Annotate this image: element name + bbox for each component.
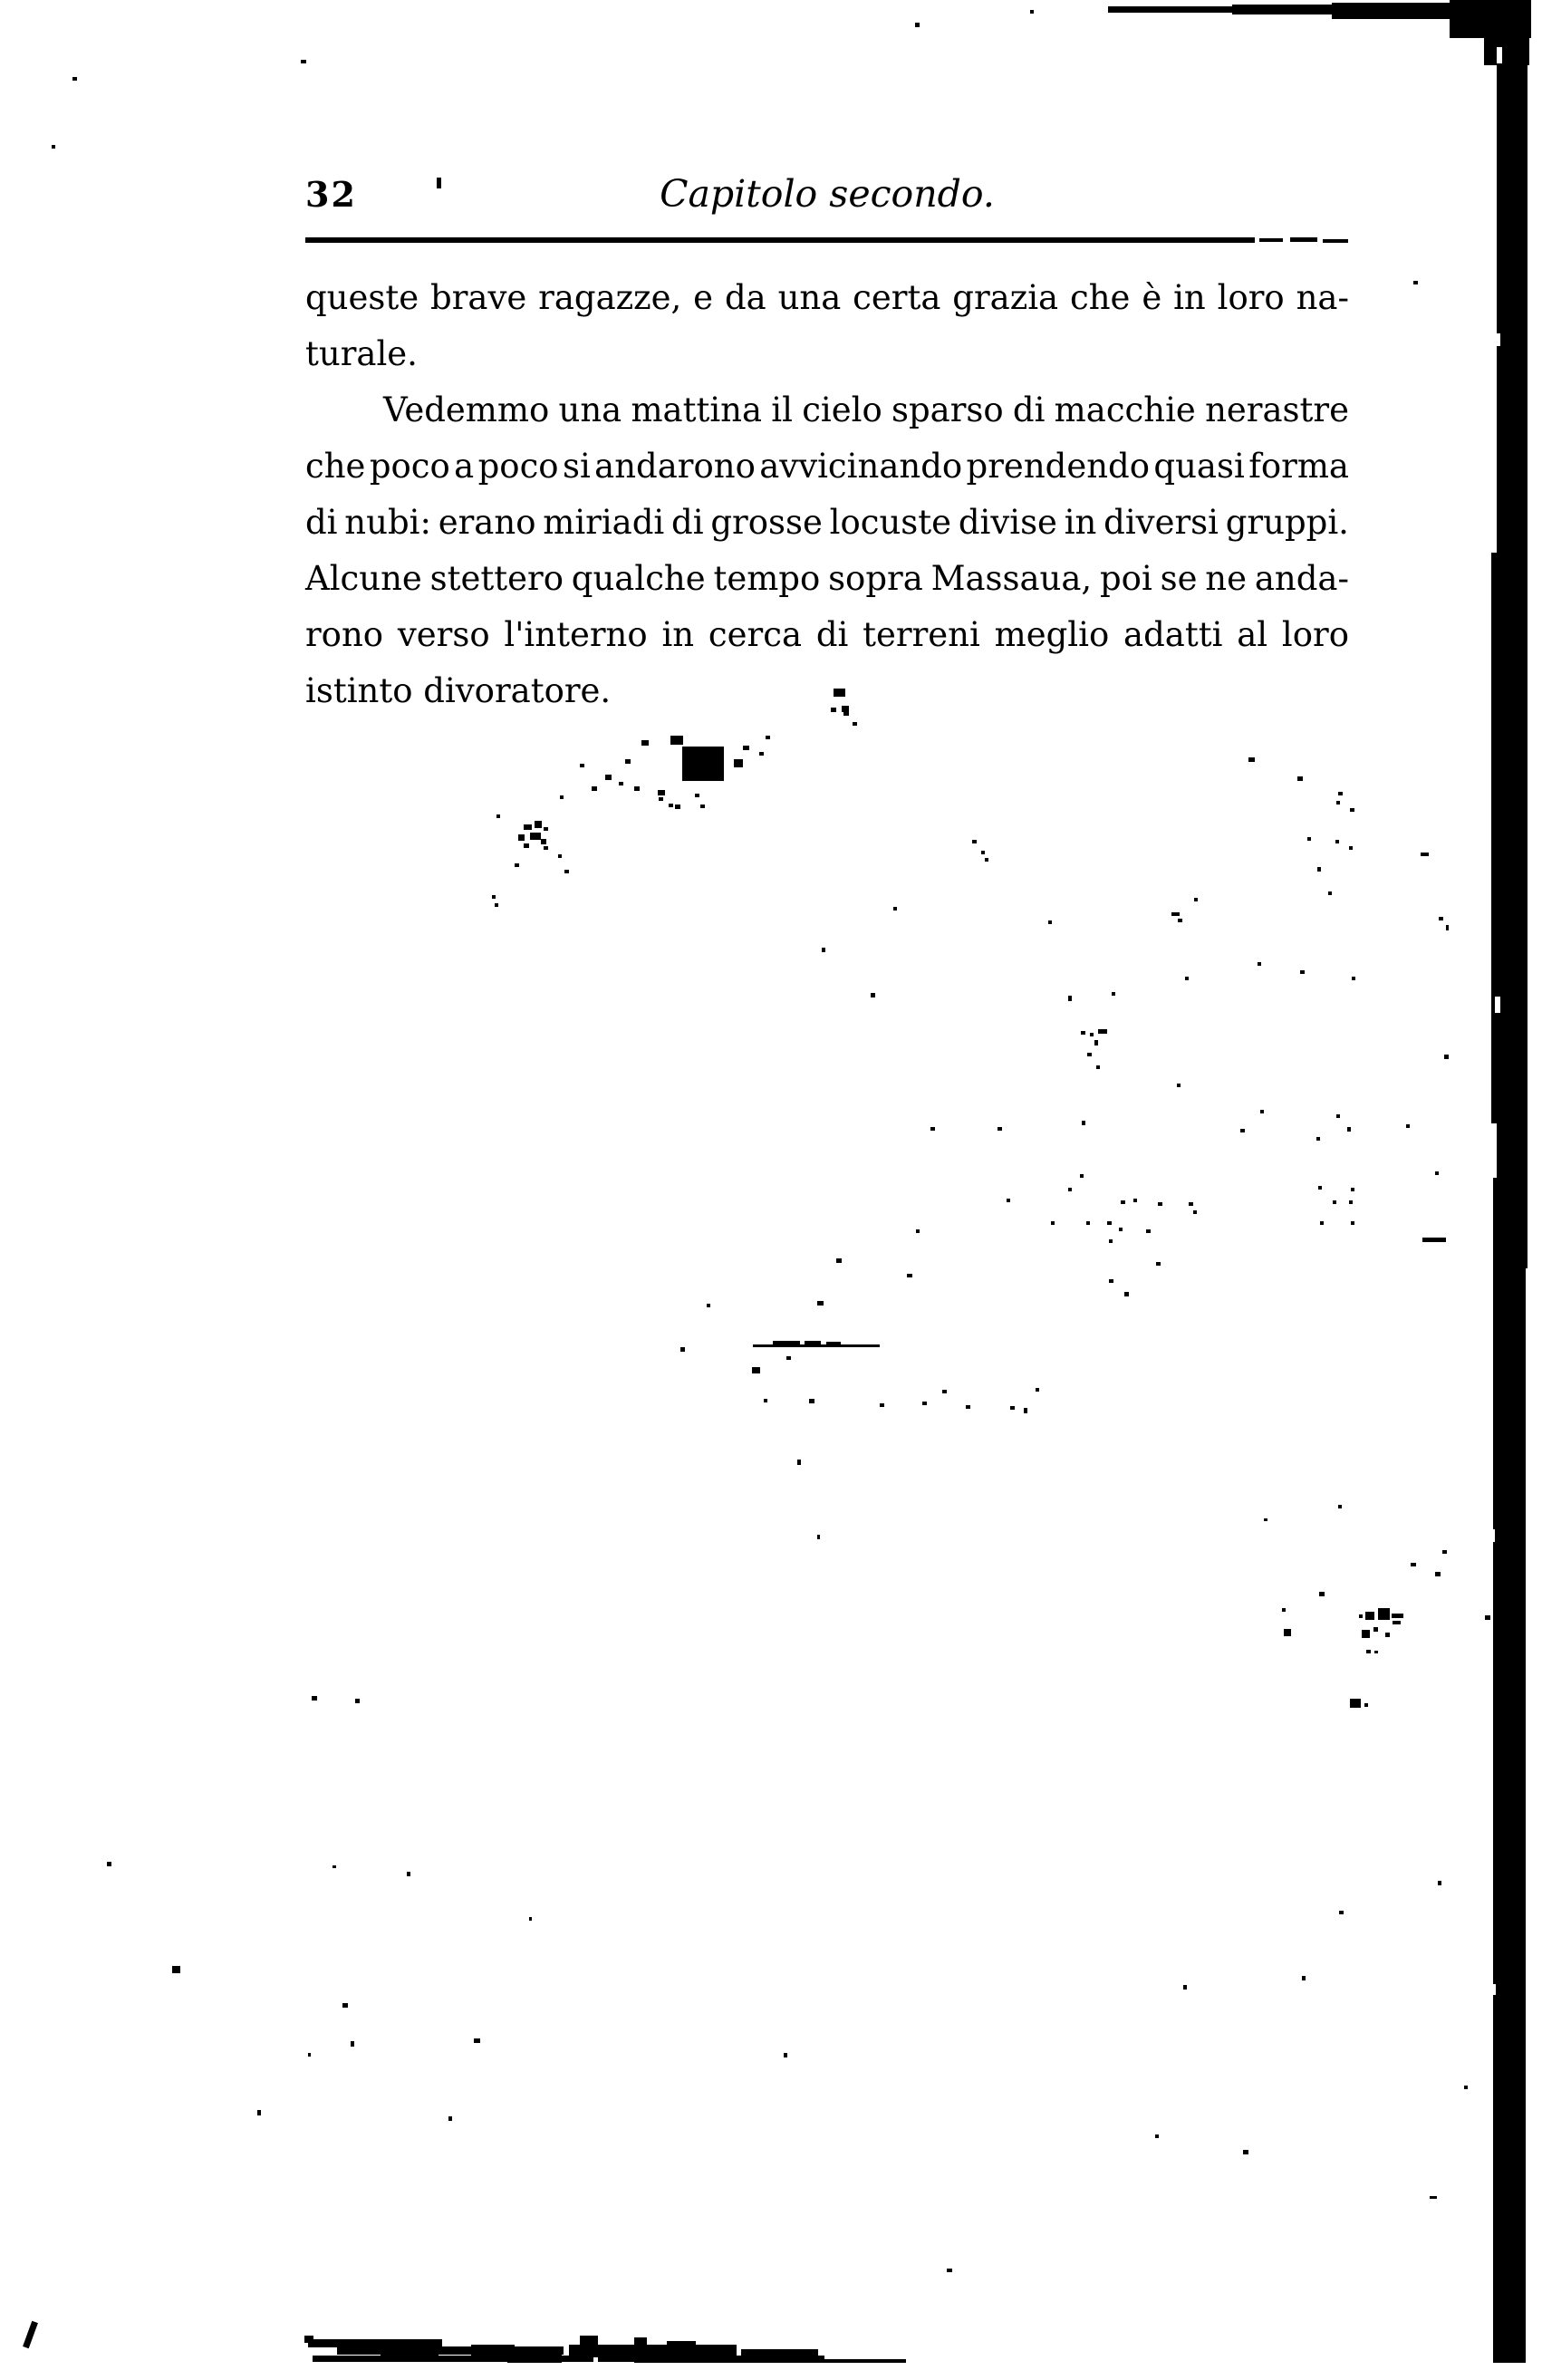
ink-speck <box>1435 1171 1439 1175</box>
word: miriadi <box>543 503 665 542</box>
slash-mark <box>23 2321 38 2349</box>
text-line <box>305 446 1349 491</box>
word: loro <box>1281 615 1349 654</box>
ink-speck <box>107 1862 111 1866</box>
word: forma <box>1248 447 1349 486</box>
ink-speck <box>695 794 699 797</box>
ink-speck <box>1316 1137 1320 1141</box>
word: si <box>562 447 591 486</box>
ink-speck <box>1349 1200 1353 1204</box>
text-line <box>383 390 1349 435</box>
ink-speck <box>1336 801 1340 805</box>
ink-speck <box>1333 1200 1336 1204</box>
word: poco <box>477 447 559 486</box>
ink-speck <box>1365 1612 1374 1620</box>
ink-speck <box>351 2041 354 2047</box>
ink-speck <box>981 851 985 854</box>
ink-speck <box>72 77 77 81</box>
ink-speck <box>1430 2196 1437 2199</box>
ink-speck <box>1119 1228 1123 1231</box>
ink-speck <box>1442 1550 1447 1554</box>
ink-speck <box>518 834 525 841</box>
word: queste <box>305 278 419 317</box>
word: sopra <box>828 559 923 598</box>
ink-speck <box>1373 1627 1378 1632</box>
bottom-ink-smear <box>667 2341 696 2356</box>
ink-speck <box>966 1405 970 1409</box>
edge-white-notch <box>1495 997 1500 1013</box>
word: e <box>693 278 714 317</box>
ink-speck <box>947 2269 952 2272</box>
ink-speck <box>1096 1065 1100 1069</box>
ink-speck <box>942 1390 947 1393</box>
ink-speck <box>1010 1406 1015 1410</box>
text-line <box>305 277 1349 323</box>
ink-speck <box>1328 891 1332 895</box>
ink-speck <box>1485 1615 1490 1620</box>
ink-speck <box>922 1402 927 1405</box>
ink-speck <box>1317 867 1321 872</box>
ink-speck <box>625 759 631 764</box>
ink-speck <box>544 846 548 850</box>
ink-speck <box>448 2116 452 2121</box>
scanner-edge-bar <box>1108 6 1244 13</box>
ink-speck <box>700 805 705 808</box>
ink-speck <box>257 2110 261 2115</box>
ink-speck <box>1080 1174 1084 1178</box>
ink-speck <box>916 1229 920 1233</box>
ink-speck <box>619 782 623 785</box>
ink-speck <box>641 740 649 746</box>
ink-speck <box>1359 1614 1363 1618</box>
bottom-ink-smear <box>507 2352 562 2363</box>
ink-speck <box>658 790 665 795</box>
ink-speck <box>634 786 640 791</box>
ink-speck <box>822 948 825 952</box>
ink-speck <box>1183 1985 1187 1990</box>
ink-speck <box>836 1258 842 1263</box>
ink-speck <box>1282 1608 1286 1612</box>
ink-speck <box>524 824 532 830</box>
ink-speck <box>1090 1033 1094 1036</box>
ink-speck <box>1068 1188 1072 1191</box>
ink-speck <box>342 2003 348 2008</box>
running-header: Capitolo secondo. <box>660 172 995 216</box>
bottom-ink-smear <box>381 2341 439 2357</box>
word: di <box>815 615 849 654</box>
ink-speck <box>1338 1505 1342 1508</box>
ink-speck <box>1435 1572 1441 1576</box>
ink-speck <box>1411 1563 1416 1566</box>
word: di <box>1012 390 1046 429</box>
ink-speck <box>1098 1029 1107 1034</box>
ink-speck <box>809 1399 814 1403</box>
ink-speck <box>496 814 500 818</box>
text-line <box>305 502 1349 547</box>
edge-white-notch <box>1495 333 1500 346</box>
ink-speck <box>1350 1699 1361 1708</box>
ink-speck <box>1178 919 1182 922</box>
word: divise <box>958 503 1057 542</box>
ink-speck <box>752 1367 760 1373</box>
word: è <box>1142 278 1162 317</box>
ink-speck <box>529 1917 532 1921</box>
ink-speck <box>564 870 569 873</box>
word: di <box>671 503 704 542</box>
ink-speck <box>682 747 724 781</box>
ink-speck <box>1364 1703 1368 1707</box>
word: locuste <box>829 503 952 542</box>
ink-speck <box>1030 10 1034 14</box>
word: in <box>1064 503 1097 542</box>
word: macchie <box>1054 390 1196 429</box>
ink-speck <box>843 711 849 716</box>
word: adatti <box>1123 615 1223 654</box>
ink-speck <box>407 1872 410 1876</box>
ink-speck <box>1446 925 1449 930</box>
word: nubi: <box>344 503 431 542</box>
ink-speck <box>1112 992 1115 996</box>
bottom-ink-smear <box>580 2336 598 2357</box>
text-line: turale. <box>305 334 418 373</box>
header-rule-segment <box>1323 239 1348 243</box>
edge-white-notch <box>1491 1984 1496 1995</box>
ink-speck <box>766 736 770 739</box>
ink-speck <box>1133 1199 1137 1202</box>
ink-speck <box>1248 757 1255 762</box>
ink-speck <box>592 786 597 791</box>
ink-speck <box>659 797 663 801</box>
bottom-ink-smear <box>634 2359 906 2363</box>
ink-speck <box>784 2053 787 2057</box>
stray-line-segment <box>826 1342 841 1346</box>
ink-speck <box>1413 281 1418 284</box>
word: prendendo <box>966 447 1151 486</box>
ink-speck <box>535 821 542 828</box>
word: sparso <box>891 390 1004 429</box>
ink-speck <box>734 759 743 767</box>
ink-speck <box>524 843 529 848</box>
word: verso <box>397 615 490 654</box>
ink-speck <box>172 1966 180 1973</box>
word: rono <box>305 615 384 654</box>
word: stettero <box>429 559 564 598</box>
stray-line-segment <box>805 1341 821 1346</box>
ink-speck <box>1320 1221 1324 1225</box>
ink-speck <box>560 795 564 799</box>
ink-speck <box>817 1535 820 1539</box>
ink-speck <box>1374 1651 1378 1653</box>
word: cerca <box>708 615 803 654</box>
ink-speck <box>1319 1592 1325 1596</box>
ink-speck <box>1094 1040 1098 1045</box>
word: na- <box>1296 278 1349 317</box>
ink-speck <box>1185 977 1189 980</box>
ink-speck <box>1307 837 1311 841</box>
word: cielo <box>802 390 882 429</box>
ink-speck <box>332 1865 336 1868</box>
ink-speck <box>1082 1121 1085 1125</box>
word: al <box>1237 615 1268 654</box>
word: in <box>1173 278 1206 317</box>
ink-speck <box>1177 1084 1181 1087</box>
text-line <box>305 558 1349 603</box>
ink-speck <box>1438 1881 1441 1885</box>
ink-speck <box>1121 1200 1125 1204</box>
ink-speck <box>1400 6 1404 14</box>
word: Massaua, <box>930 559 1093 598</box>
word: diversi <box>1103 503 1219 542</box>
ink-speck <box>1336 1114 1340 1118</box>
edge-white-notch <box>1497 47 1502 63</box>
word: terreni <box>863 615 980 654</box>
ink-speck <box>1439 917 1443 920</box>
word: a <box>454 447 475 486</box>
word: avvicinando <box>759 447 963 486</box>
ink-speck <box>1422 1238 1446 1242</box>
ink-speck <box>605 775 612 780</box>
ink-speck <box>1048 920 1052 924</box>
word: grazia <box>952 278 1059 317</box>
word: il <box>771 390 793 429</box>
word: gruppi. <box>1225 503 1349 542</box>
ink-speck <box>1068 996 1072 1001</box>
word: Alcune <box>305 559 422 598</box>
ink-speck <box>893 907 897 911</box>
header-rule-segment <box>305 237 1255 243</box>
ink-speck <box>817 1301 824 1306</box>
ink-speck <box>355 1699 360 1703</box>
word: poco <box>369 447 450 486</box>
ink-speck <box>1335 840 1339 843</box>
ink-speck <box>853 722 857 726</box>
word: mattina <box>631 390 763 429</box>
word: certa <box>853 278 941 317</box>
ink-speck <box>834 689 845 697</box>
ink-speck <box>308 2053 311 2057</box>
ink-speck <box>1350 808 1354 812</box>
ink-speck <box>797 1460 801 1465</box>
ink-speck <box>1007 1199 1010 1202</box>
ink-speck <box>492 895 496 899</box>
ink-speck <box>301 60 306 63</box>
page-number: 32 <box>305 174 357 215</box>
bottom-ink-smear <box>634 2337 647 2357</box>
word: meglio <box>994 615 1110 654</box>
ink-speck <box>1036 1388 1039 1392</box>
word: brave <box>430 278 527 317</box>
word: Vedemmo <box>383 390 550 429</box>
ink-speck <box>1297 776 1303 781</box>
ink-speck <box>1444 1055 1449 1059</box>
ink-speck <box>743 746 749 750</box>
word: qualche <box>571 559 706 598</box>
ink-speck <box>1051 1221 1055 1225</box>
word: in <box>661 615 695 654</box>
ink-speck <box>831 708 836 712</box>
ink-speck <box>474 2038 480 2043</box>
ink-speck <box>1366 1650 1371 1653</box>
ink-speck <box>495 903 498 907</box>
ink-speck <box>1124 1292 1129 1296</box>
ink-speck <box>707 1304 710 1307</box>
ink-speck <box>1347 1127 1351 1132</box>
ink-speck <box>1109 1239 1113 1243</box>
word: tempo <box>713 559 821 598</box>
ink-speck <box>1464 2086 1468 2089</box>
word: una <box>558 390 622 429</box>
ink-speck <box>1362 1630 1370 1638</box>
ink-speck <box>1087 1053 1092 1056</box>
scanner-edge-bar <box>1497 0 1528 1268</box>
header-rule-segment <box>1290 237 1317 242</box>
ink-speck <box>1107 1221 1112 1225</box>
ink-speck <box>541 839 546 844</box>
scanner-edge-bar <box>1493 1178 1526 2363</box>
ink-speck <box>1171 912 1180 916</box>
word: erano <box>438 503 536 542</box>
ink-speck <box>997 1127 1002 1131</box>
ink-speck <box>1351 1221 1354 1225</box>
text-line <box>305 614 1349 660</box>
ink-speck <box>1158 1202 1162 1206</box>
word: che <box>305 447 366 486</box>
ink-speck <box>1193 1210 1197 1214</box>
scanner-edge-bar <box>1491 553 1499 1123</box>
ink-speck <box>1109 1279 1113 1283</box>
ink-speck <box>669 804 673 807</box>
ink-speck <box>1406 1124 1410 1128</box>
word: ne <box>1205 559 1248 598</box>
ink-speck <box>1378 1608 1390 1620</box>
ink-speck <box>1155 2134 1159 2138</box>
ink-speck <box>52 145 55 149</box>
word: grosse <box>710 503 823 542</box>
word: poi <box>1100 559 1152 598</box>
word: se <box>1160 559 1198 598</box>
ink-speck <box>1024 1408 1027 1413</box>
ink-speck <box>1240 1129 1245 1132</box>
word: l'interno <box>504 615 648 654</box>
ink-speck <box>1086 1221 1090 1225</box>
ink-speck <box>580 764 584 767</box>
ink-speck <box>1352 977 1355 980</box>
ink-speck <box>764 1399 767 1402</box>
ink-speck <box>1146 1229 1151 1233</box>
ink-speck <box>1284 1629 1291 1636</box>
ink-speck <box>1421 853 1429 856</box>
ink-speck <box>1392 1614 1403 1618</box>
ink-speck <box>1081 1031 1085 1035</box>
ink-speck <box>558 854 562 858</box>
ink-speck <box>880 1403 884 1407</box>
header-rule-segment <box>1259 238 1283 242</box>
ink-speck <box>1351 1188 1354 1191</box>
ink-speck <box>312 1696 317 1701</box>
ink-speck <box>871 993 875 997</box>
ink-speck <box>786 1356 791 1360</box>
ink-speck <box>1339 1911 1344 1914</box>
word: anda- <box>1254 559 1349 598</box>
ink-speck <box>437 178 441 188</box>
ink-speck <box>1338 792 1343 795</box>
text-line: istinto divoratore. <box>305 671 612 710</box>
ink-speck <box>675 805 680 809</box>
ink-speck <box>985 858 988 862</box>
ink-speck <box>1300 970 1305 974</box>
ink-speck <box>1189 1202 1193 1206</box>
word: una <box>777 278 842 317</box>
ink-speck <box>680 1347 685 1352</box>
ink-speck <box>930 1127 935 1131</box>
ink-speck <box>670 736 683 745</box>
ink-speck <box>1258 962 1261 966</box>
ink-speck <box>1194 898 1198 901</box>
ink-speck <box>1260 1110 1264 1113</box>
ink-speck <box>1385 1633 1390 1637</box>
ink-speck <box>515 863 519 867</box>
ink-speck <box>907 1274 912 1277</box>
word: loro <box>1217 278 1285 317</box>
ink-speck <box>1156 1262 1161 1266</box>
ink-speck <box>1243 2150 1248 2154</box>
word: ragazze, <box>538 278 682 317</box>
ink-speck <box>915 23 920 27</box>
ink-speck <box>972 840 977 843</box>
word: da <box>724 278 766 317</box>
ink-speck <box>1302 1976 1306 1980</box>
ink-speck <box>530 833 541 840</box>
ink-speck <box>1318 1186 1322 1190</box>
word: nerastre <box>1205 390 1349 429</box>
stray-line-segment <box>773 1341 800 1346</box>
word: quasi <box>1153 447 1245 486</box>
ink-speck <box>1393 1621 1401 1624</box>
word: che <box>1069 278 1131 317</box>
ink-speck <box>1264 1518 1267 1521</box>
ink-speck <box>759 752 764 756</box>
word: di <box>305 503 338 542</box>
ink-speck <box>544 827 548 831</box>
edge-white-notch <box>1489 1529 1495 1542</box>
ink-speck <box>1349 846 1353 850</box>
word: andarono <box>594 447 756 486</box>
